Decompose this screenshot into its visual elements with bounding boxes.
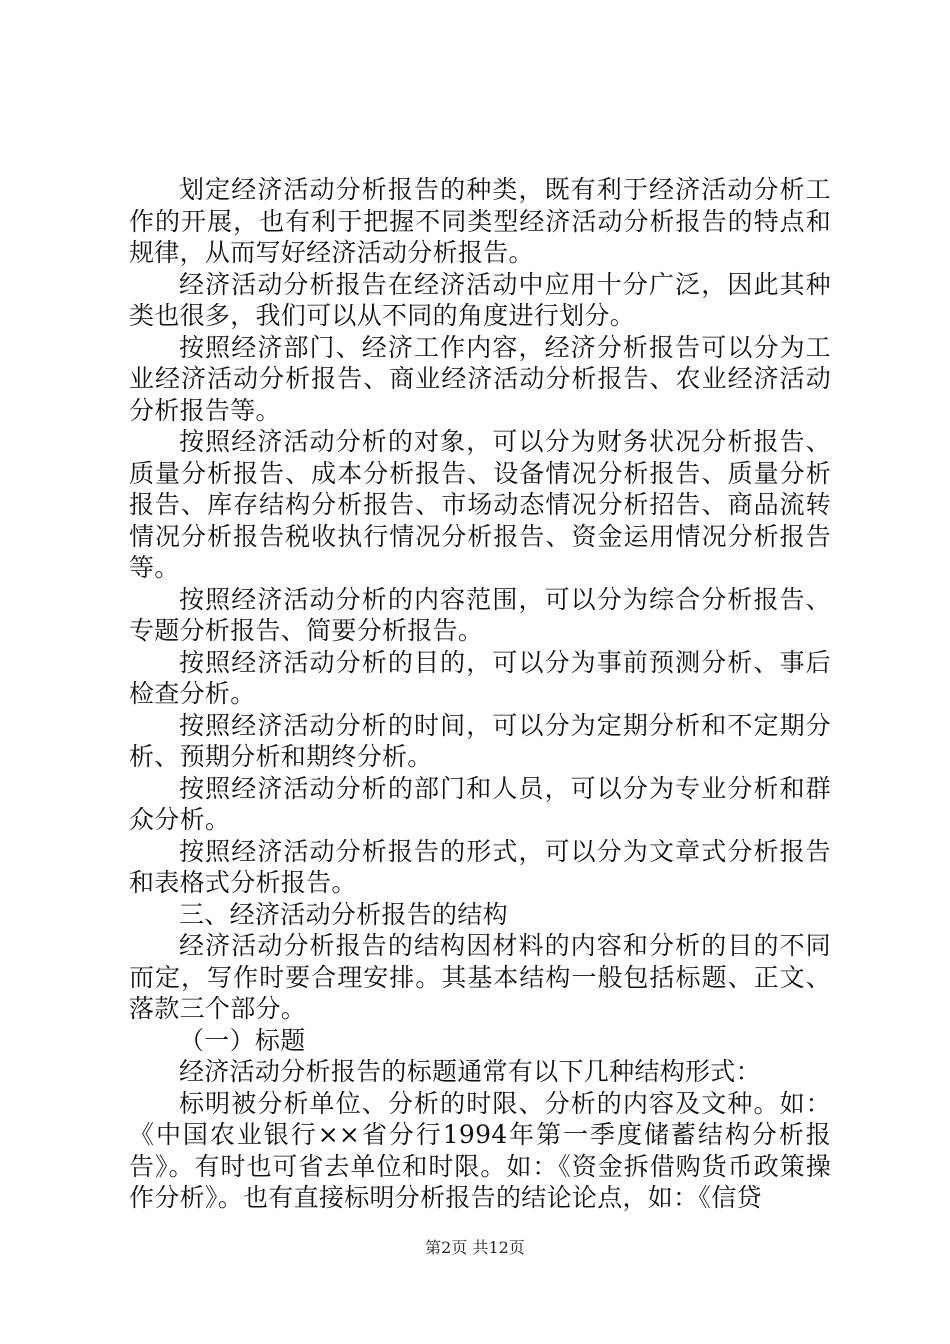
paragraph: 按照经济活动分析报告的形式，可以分为文章式分析报告和表格式分析报告。 [129,836,831,897]
paragraph: 标明被分析单位、分析的时限、分析的内容及文种。如：《中国农业银行××省分行1994年第一季度储蓄结构分析报告》。有时也可省去单位和时限。如：《资金拆借购货币政策操作分析》。也有直接标明分析报告的结论论点，如：《信贷 [129,1088,831,1212]
document-body [129,174,831,1214]
paragraph: 按照经济活动分析的目的，可以分为事前预测分析、事后检查分析。 [129,647,831,708]
paragraph: 按照经济活动分析的部门和人员，可以分为专业分析和群众分析。 [129,773,831,834]
subsection-heading: （一）标题 [179,1025,306,1055]
paragraph: 按照经济活动分析的内容范围，可以分为综合分析报告、专题分析报告、简要分析报告。 [129,584,831,645]
paragraph: 经济活动分析报告的标题通常有以下几种结构形式： [179,1057,761,1086]
paragraph: 按照经济活动分析的时间，可以分为定期分析和不定期分析、预期分析和期终分析。 [129,710,831,771]
page-number-footer: 第2页 共12页 [425,1238,525,1257]
paragraph: 按照经济部门、经济工作内容，经济分析报告可以分为工业经济活动分析报告、商业经济活动分析报告、农业经济活动分析报告等。 [129,332,831,425]
paragraph: 经济活动分析报告的结构因材料的内容和分析的目的不同而定，写作时要合理安排。其基本结构一般包括标题、正文、落款三个部分。 [129,931,831,1023]
paragraph: 划定经济活动分析报告的种类，既有利于经济活动分析工作的开展，也有利于把握不同类型经济活动分析报告的特点和规律，从而写好经济活动分析报告。 [129,175,831,267]
section-heading: 三、经济活动分析报告的结构 [179,899,508,929]
paragraph: 经济活动分析报告在经济活动中应用十分广泛，因此其种类也很多，我们可以从不同的角度进行划分。 [129,269,831,330]
paragraph: 按照经济活动分析的对象，可以分为财务状况分析报告、质量分析报告、成本分析报告、设备情况分析报告、质量分析报告、库存结构分析报告、市场动态情况分析招告、商品流转情况分析报告税收执行情况分析报告、资金运用情况分析报告等。 [129,427,831,582]
